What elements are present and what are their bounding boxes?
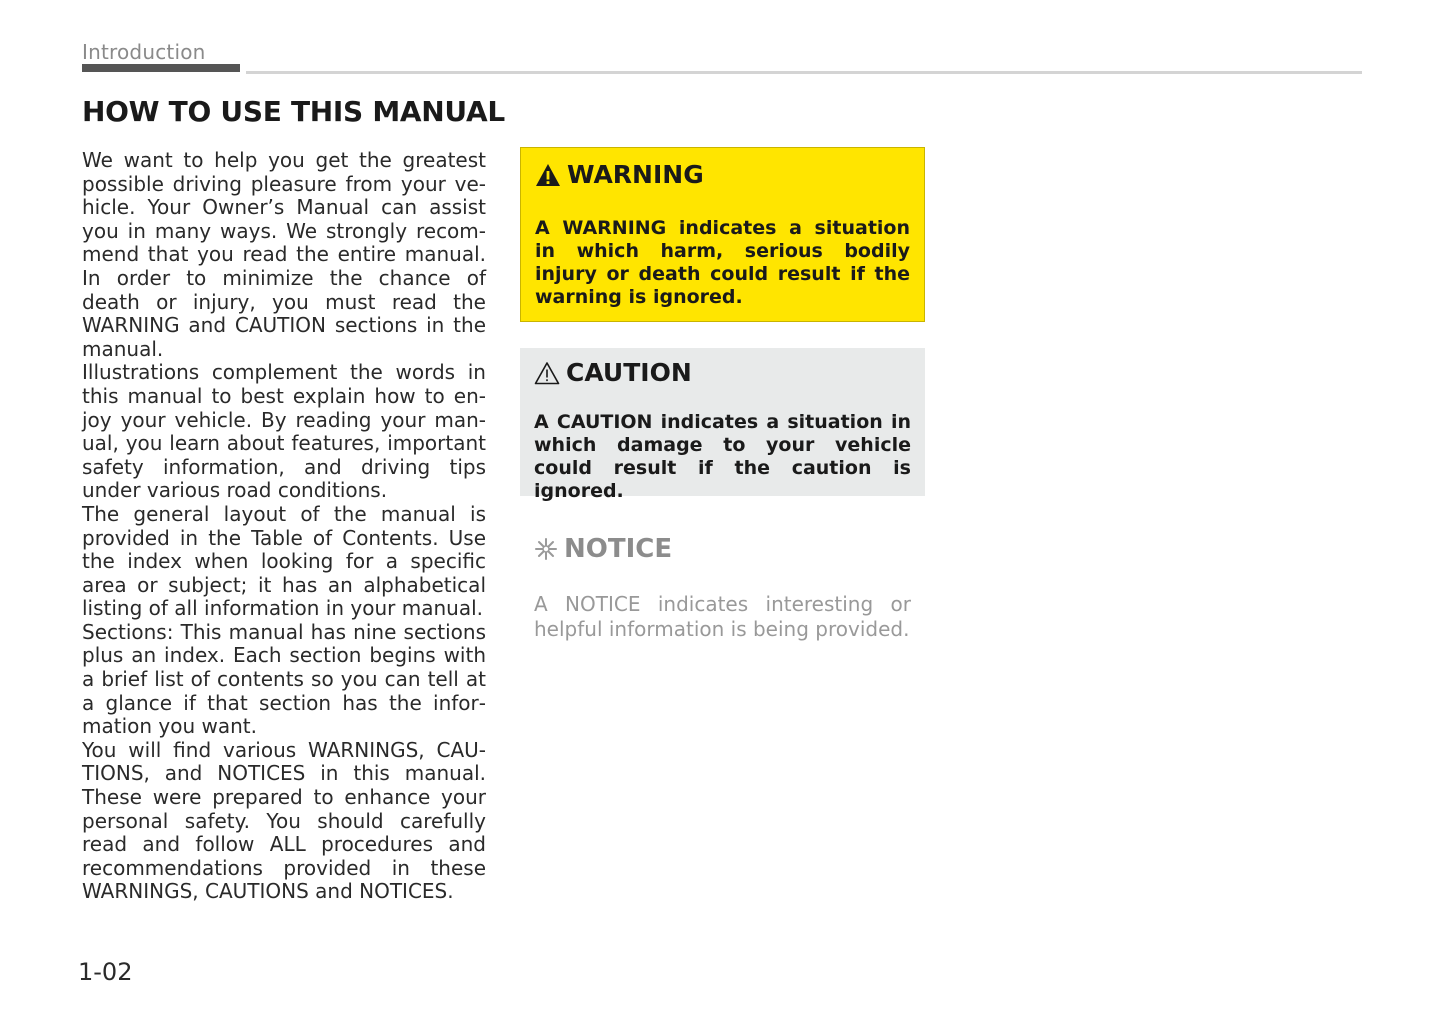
warning-title: WARNING — [567, 160, 704, 189]
page-title: HOW TO USE THIS MANUAL — [82, 95, 505, 128]
warning-text: A WARNING indicates a situation in which harm, serious bodily injury or death could result if the warning is ignored. — [535, 217, 910, 308]
paragraph-warnings: You will find various WARNINGS, CAUTIONS, and NOTICES in this manual. These were prepared to enhance your personal safety. You should carefully read and follow ALL procedures and recommendations provided in these WARNINGS, CAUTIONS and NOTICES. — [82, 737, 486, 904]
body-text — [82, 149, 486, 904]
paragraph-layout: The general layout of the manual is provided in the Table of Contents. Use the index when looking for a specific area or subject; it has an alphabetical listing of all information in your manual. — [82, 501, 486, 621]
header-rule-light — [246, 71, 1362, 74]
header-rule-dark — [82, 64, 240, 72]
section-label: Introduction — [82, 40, 206, 64]
paragraph-illustrations: Illustrations complement the words in this manual to best explain how to enjoy your vehicle. By reading your manual, you learn about features, important safety information, and driving tips under various road conditions. — [82, 360, 486, 503]
notice-box — [520, 528, 925, 678]
notice-title: NOTICE — [564, 534, 673, 564]
warning-triangle-outline-icon — [534, 361, 560, 385]
notice-heading — [534, 534, 911, 564]
paragraph-sections: Sections: This manual has nine sections plus an index. Each section begins with a brief list of contents so you can tell at a glance if that section has the information you want. — [82, 619, 486, 739]
warning-box — [520, 147, 925, 322]
caution-title: CAUTION — [566, 358, 692, 387]
warning-triangle-filled-icon — [535, 163, 561, 187]
page-number: 1-02 — [78, 958, 133, 986]
caution-text: A CAUTION indicates a situation in which damage to your vehicle could result if the caution is ignored. — [534, 411, 911, 502]
caution-box — [520, 348, 925, 502]
warning-heading — [535, 160, 910, 189]
caution-heading — [534, 358, 911, 387]
notice-text: A NOTICE indicates interesting or helpful information is being provided. — [534, 592, 911, 641]
asterisk-icon — [534, 537, 558, 561]
paragraph-intro: We want to help you get the greatest possible driving pleasure from your vehicle. Your Owner’s Manual can assist you in many ways. We strongly recommend that you read the entire manual. In order to minimize the chance of death or injury, you must read the WARNING and CAUTION sections in the manual. — [82, 148, 486, 361]
